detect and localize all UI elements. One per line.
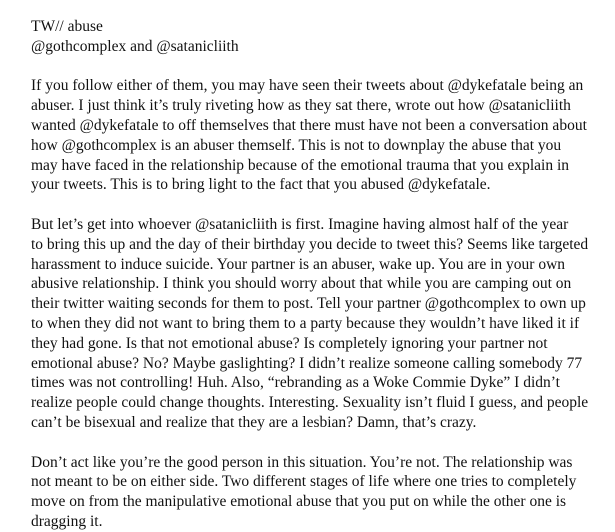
text-line: not meant to be on either side. Two different stages of life where one tries to completely: [31, 473, 577, 491]
text-line: their twitter waiting seconds for them to post. Tell your partner @gothcomplex to own up: [31, 295, 586, 313]
text-line: If you follow either of them, you may have seen their tweets about @dykefatale being an: [31, 77, 584, 95]
paragraph-1: [31, 76, 607, 195]
text-line: how @gothcomplex is an abuser themself. This is not to downplay the abuse that you: [31, 136, 562, 154]
text-line: abusive relationship. I think you should worry about that while you are camping out on: [31, 275, 572, 293]
handles-line: @gothcomplex and @satanicliith: [31, 37, 239, 55]
text-line: wanted @dykefatale to off themselves that there must have not been a conversation about: [31, 116, 587, 134]
text-line: But let’s get into whoever @satanicliith is first. Imagine having almost half of the year: [31, 215, 569, 233]
text-line: may have faced in the relationship because of the emotional trauma that you explain in: [31, 156, 570, 174]
text-line: to when they did not want to bring them to a party because they wouldn’t have liked it if: [31, 314, 580, 332]
text-line: times was not controlling! Huh. Also, “rebranding as a Woke Commie Dyke” I didn’t: [31, 374, 560, 392]
text-line: your tweets. This is to bring light to the fact that you abused @dykefatale.: [31, 176, 491, 194]
text-line: Don’t act like you’re the good person in this situation. You’re not. The relationship was: [31, 453, 573, 471]
text-line: move on from the manipulative emotional abuse that you put on while the other one is: [31, 493, 567, 511]
text-line: realize people could change thoughts. Interesting. Sexuality isn’t fluid I guess, and people: [31, 394, 589, 412]
text-line: abuser. I just think it’s truly riveting how as they sat there, wrote out how @satanicliith: [31, 97, 571, 115]
text-line: harassment to induce suicide. Your partner is an abuser, wake up. You are in your own: [31, 255, 566, 273]
text-line: to bring this up and the day of their birthday you decide to tweet this? Seems like targeted: [31, 235, 589, 253]
text-line: emotional abuse? No? Maybe gaslighting? I didn’t realize someone calling somebody 77: [31, 354, 583, 372]
paragraph-3: [31, 453, 607, 532]
text-line: dragging it.: [31, 512, 103, 530]
paragraph-2: [31, 215, 607, 433]
text-line: they had gone. Is that not emotional abuse? Is completely ignoring your partner not: [31, 334, 548, 352]
paragraph-gap: [31, 195, 607, 215]
trigger-warning: TW// abuse: [31, 18, 103, 35]
paragraph-gap: [31, 433, 607, 453]
paragraph-gap: [31, 57, 607, 77]
text-line: can’t be bisexual and realize that they are a lesbian? Damn, that’s crazy.: [31, 413, 477, 431]
